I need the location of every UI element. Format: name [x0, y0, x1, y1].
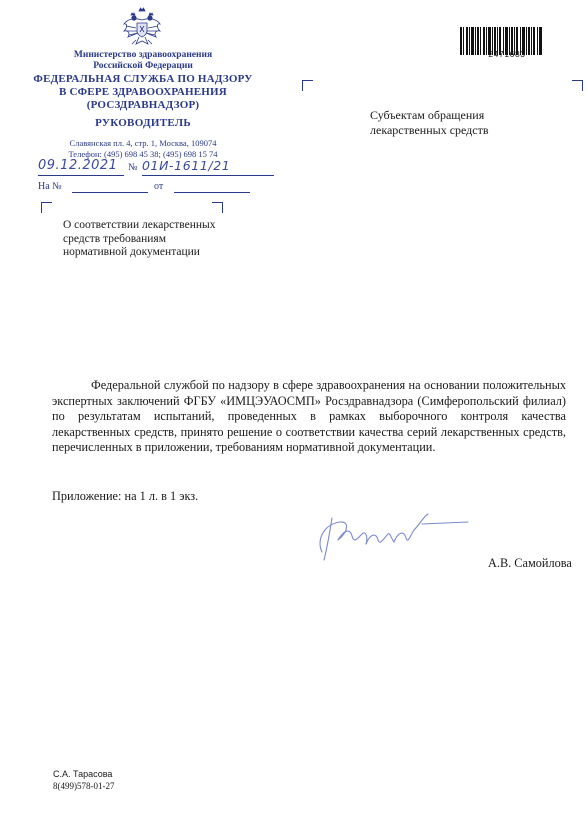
- service-line: В СФЕРЕ ЗДРАВООХРАНЕНИЯ: [59, 86, 227, 98]
- attachment-note: Приложение: на 1 л. в 1 экз.: [52, 489, 199, 503]
- reference-line: [38, 181, 278, 195]
- number-underline: [142, 175, 274, 176]
- reference-date-blank: [174, 192, 250, 193]
- registration-line: [38, 160, 278, 178]
- address-line: Славянская пл. 4, стр. 1, Москва, 109074: [69, 138, 217, 148]
- executor-name: С.А. Тарасова: [53, 769, 113, 779]
- ministry-name: [20, 50, 266, 72]
- letter-subject: [63, 219, 263, 260]
- subject-corner-right: [212, 202, 223, 213]
- phone-line: Телефон: (495) 698 45 38; (495) 698 15 74: [68, 149, 218, 159]
- barcode-number: 2471683: [488, 49, 526, 59]
- registration-number: 01И-1611/21: [142, 158, 231, 173]
- reference-label: На №: [38, 181, 62, 192]
- double-headed-eagle-emblem-icon: [122, 6, 162, 50]
- service-line: ФЕДЕРАЛЬНАЯ СЛУЖБА ПО НАДЗОРУ: [33, 73, 253, 85]
- registration-date: 09.12.2021: [38, 158, 118, 173]
- addressee-corner-left: [302, 80, 313, 91]
- head-title: РУКОВОДИТЕЛЬ: [95, 117, 191, 129]
- subject-corner-left: [41, 202, 52, 213]
- address-block: [20, 138, 266, 160]
- addressee: [370, 108, 570, 138]
- signer-name: А.В. Самойлова: [488, 556, 572, 570]
- subject-line: О соответствии лекарственных: [63, 219, 216, 231]
- service-name: [20, 73, 266, 112]
- addressee-line: Субъектам обращения: [370, 108, 485, 122]
- reference-number-blank: [72, 192, 148, 193]
- subject-line: средств требованиям: [63, 232, 166, 245]
- number-label: №: [128, 162, 138, 173]
- addressee-corner-right: [572, 80, 583, 91]
- ministry-line: Российской Федерации: [93, 61, 193, 71]
- ministry-line: Министерство здравоохранения: [73, 50, 213, 60]
- handwritten-signature: [310, 510, 470, 568]
- executor-phone: 8(499)578-01-27: [53, 781, 115, 791]
- letter-body-paragraph: Федеральной службой по надзору в сфере здравоохранения на основании положительных экспертных заключений ФГБУ «ИМЦЭУАОСМП» Росздравнадзора (Симферопольский филиал) по результатам испытаний, проведенных в рамках выборочного контроля качества лекарственных средств, принято решение о соответствии качества серий лекарственных средств, перечисленных в приложении, требованиям нормативной документации.: [52, 378, 566, 455]
- service-line: (РОСЗДРАВНАДЗОР): [86, 99, 200, 111]
- reference-from-label: от: [154, 181, 164, 192]
- date-underline: [38, 175, 124, 176]
- addressee-line: лекарственных средств: [370, 123, 489, 137]
- subject-line: нормативной документации: [63, 246, 200, 258]
